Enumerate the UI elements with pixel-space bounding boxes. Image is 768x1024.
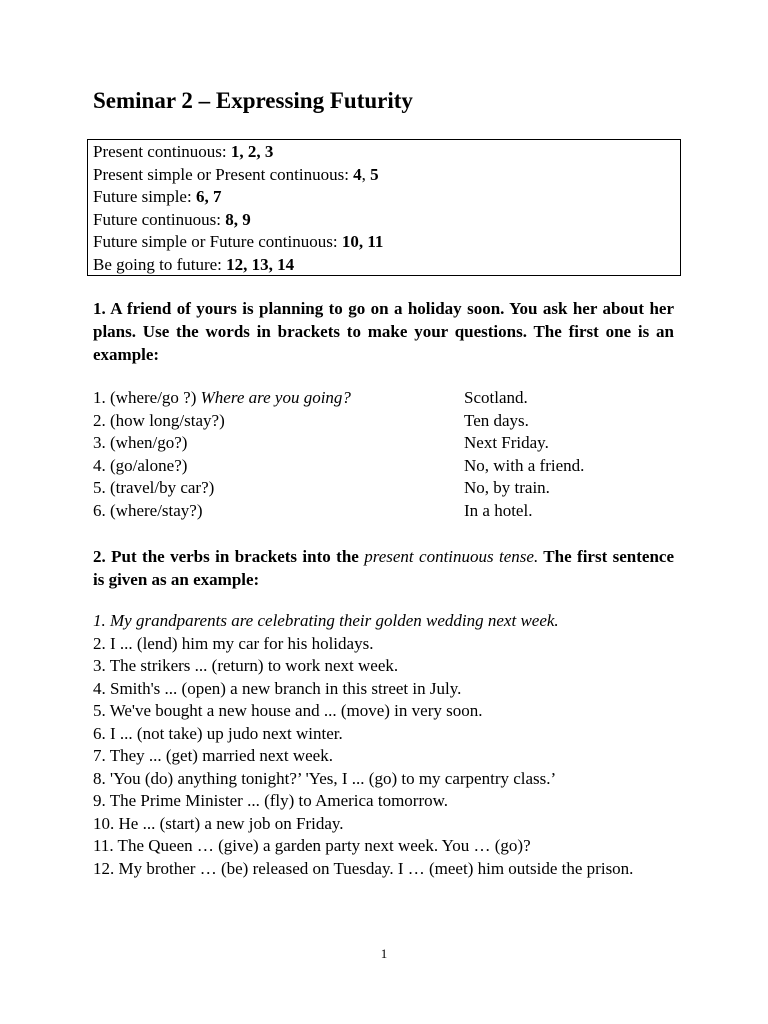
example-question: Where are you going? [200, 388, 351, 407]
summary-label: Future simple or Future continuous: [93, 232, 342, 252]
example-sentence: 1. My grandparents are celebrating their golden wedding next week. [93, 611, 559, 630]
summary-line [93, 254, 680, 277]
summary-items: 6, 7 [195, 187, 222, 207]
list-item [93, 500, 673, 523]
summary-label: Present simple or Present continuous: [93, 164, 354, 184]
answer-text: Scotland. [464, 388, 528, 407]
list-item: 7. They ... (get) married next week. [93, 746, 333, 765]
summary-items: 10, 11 [341, 232, 384, 252]
list-item: 8. 'You (do) anything tonight?’ 'Yes, I ... (go) to my carpentry class.’ [93, 768, 557, 788]
summary-label: Future continuous: [93, 209, 226, 229]
list-item [93, 387, 673, 410]
summary-items: 1, 2, 3 [230, 142, 274, 161]
instruction-end: The first sentence is given as an example: [93, 547, 675, 589]
summary-line [93, 141, 680, 164]
question-prompt: 6. (where/stay?) [93, 500, 203, 520]
summary-items: 5 [370, 164, 379, 184]
list-item: 3. The strikers ... (return) to work next week. [93, 656, 399, 675]
answer-text: Next Friday. [464, 433, 549, 453]
exercise-2-instruction [93, 545, 674, 591]
answer-text: No, by train. [464, 478, 550, 498]
question-prompt: 2. (how long/stay?) [93, 410, 225, 430]
list-item: 11. The Queen … (give) a garden party next week. You … (go)? [93, 836, 531, 855]
summary-items: 4 [353, 164, 362, 184]
question-prompt: 3. (when/go?) [93, 433, 188, 453]
summary-line [93, 186, 680, 209]
summary-items: 12, 13, 14 [226, 254, 295, 274]
summary-line [93, 164, 680, 187]
question-prompt: 5. (travel/by car?) [93, 478, 215, 498]
page-title: Seminar 2 – Expressing Futurity [93, 88, 413, 113]
exercise-1-instruction: 1. A friend of yours is planning to go on a holiday soon. You ask her about her plans. Use the words in brackets to make your questions. The first one is an example: [93, 299, 674, 364]
list-item: 4. Smith's ... (open) a new branch in this street in July. [93, 678, 462, 698]
answer-text: In a hotel. [464, 500, 533, 520]
summary-label: Be going to future: [93, 254, 227, 274]
summary-items: 8, 9 [225, 209, 251, 229]
answer-text: Ten days. [464, 410, 529, 430]
question-prompt [93, 387, 351, 410]
tense-summary-box [87, 139, 681, 276]
exercise-2-sentences [93, 610, 674, 880]
summary-separator: , [361, 164, 371, 184]
exercise-1-list [93, 387, 673, 523]
instruction-tense: present continuous tense. [364, 547, 539, 566]
list-item [93, 477, 673, 500]
list-item: 9. The Prime Minister ... (fly) to America tomorrow. [93, 791, 449, 810]
summary-label: Present continuous: [93, 142, 231, 161]
instruction-start: 2. Put the verbs in brackets into the [93, 547, 365, 566]
list-item [93, 410, 673, 433]
list-item: 12. My brother … (be) released on Tuesday. I … (meet) him outside the prison. [93, 858, 634, 878]
summary-label: Future simple: [93, 187, 196, 207]
page-number: 1 [380, 946, 388, 961]
list-item: 2. I ... (lend) him my car for his holidays. [93, 633, 374, 653]
summary-line [93, 231, 680, 254]
list-item [93, 455, 673, 478]
list-item: 10. He ... (start) a new job on Friday. [93, 813, 344, 833]
question-prompt: 4. (go/alone?) [93, 455, 188, 475]
list-item: 5. We've bought a new house and ... (move) in very soon. [93, 701, 483, 720]
prompt-text: 1. (where/go ?) [93, 388, 201, 407]
list-item: 6. I ... (not take) up judo next winter. [93, 723, 343, 743]
answer-text: No, with a friend. [464, 455, 585, 475]
summary-line [93, 209, 680, 232]
list-item [93, 432, 673, 455]
